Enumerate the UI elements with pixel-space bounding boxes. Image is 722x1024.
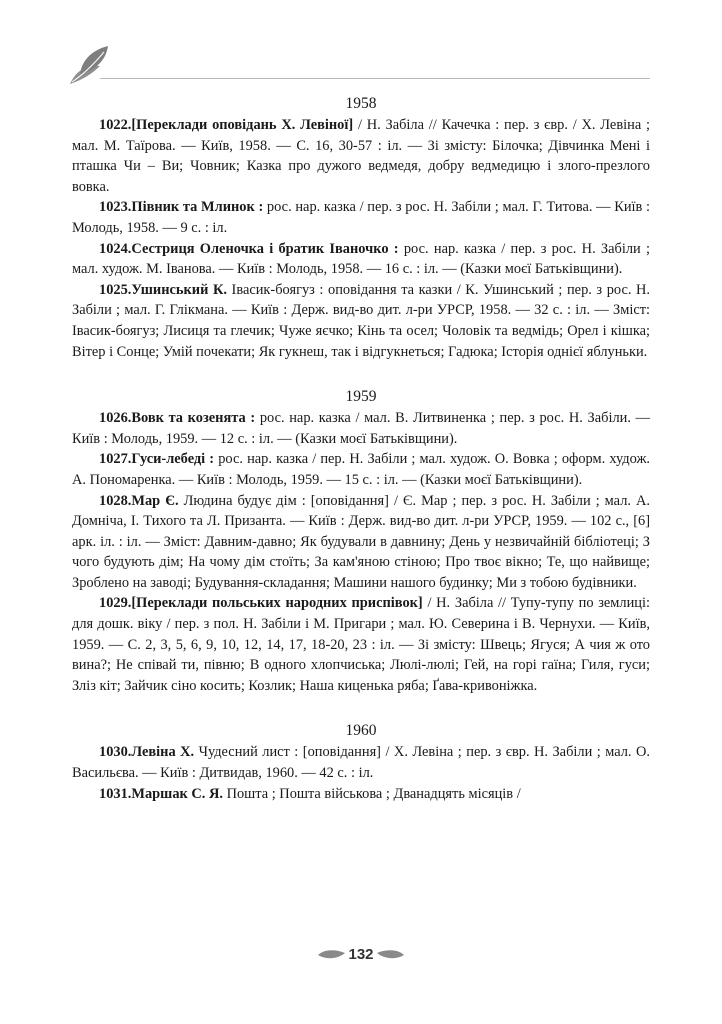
bibliography-entry: [72, 280, 650, 362]
entry-heading: Мар Є.: [131, 492, 179, 509]
entry-heading: Ушинський К.: [131, 281, 227, 298]
bibliography-entry: [72, 742, 650, 783]
entry-text: Івасик-боягуз : оповідання та казки / К. Ушинський ; пер. з рос. Н. Забіли ; мал. Г. Глікмана. — Київ : Держ. вид-во дит. л-ри УРСР, 1958. — 32 с. : іл. — Зміст: Івасик-боягуз; Лисиця та глечик; Чуже яєчко; Кінь та осел; Чоловік та ведмідь; Орел і кішка; Вітер і Сонце; Умій почекати; Як гукнеш, так і відгукнеться; Гадюка; Історія однієї яблуньки.: [72, 281, 650, 360]
year-heading: 1958: [345, 95, 377, 112]
entry-number: 1027.: [99, 451, 132, 468]
year-section: [72, 93, 650, 362]
entry-number: 1025.: [99, 281, 132, 298]
entry-heading: [Переклади оповідань Х. Левіної]: [131, 117, 354, 133]
entry-text: рос. нар. казка / пер. з рос. Н. Забіли ; мал. Г. Титова. — Київ : Молодь, 1958. — 9 с. : іл.: [72, 199, 650, 236]
entry-text: рос. нар. казка / пер. з рос. Н. Забіли ; мал. худож. М. Іванова. — Київ : Молодь, 1958. — 16 с. : іл. — (Казки моєї Батьківщини).: [72, 240, 650, 278]
entry-heading: Гуси-лебеді :: [131, 451, 215, 468]
year-heading: 1959: [345, 388, 377, 406]
bibliography-entry: [72, 449, 650, 490]
entry-heading: Сестриця Оленочка і братик Іваночко :: [131, 240, 399, 257]
entry-heading: Вовк та козенята :: [131, 410, 256, 427]
year-heading: 1960: [345, 722, 377, 740]
entry-number: 1026.: [99, 410, 132, 427]
entry-number: 1022.: [99, 117, 132, 133]
entry-text: Людина будує дім : [оповідання] / Є. Мар ; пер. з рос. Н. Забіли ; мал. А. Домніча, І. Тихого та Л. Призанта. — Київ : Держ. вид-во дит. л-ри УРСР, 1959. — 102 с., [6] арк. іл. : іл. — Зміст: Давним-давно; Як будували в давнину; День у незвичайній бібліотеці; З чого будують дім; На чому дім стоїть; За кам'яною стіною; Про твоє вікно; Те, що найвище; Зроблено на заводі; Будування-складання; Машини нашого будинку; Ми з тобою будівники.: [72, 492, 650, 591]
entry-number: 1028.: [99, 492, 132, 509]
bibliography-page: [72, 93, 650, 804]
entry-number: 1024.: [99, 240, 132, 257]
entry-number: 1031.: [99, 785, 132, 802]
entry-text: рос. нар. казка / пер. Н. Забіли ; мал. худож. О. Вовка ; оформ. худож. А. Пономаренка. — Київ : Молодь, 1959. — 15 с. : іл. — (Казки моєї Батьківщини).: [72, 451, 650, 488]
entry-text: Чудесний лист : [оповідання] / Х. Левіна ; пер. з євр. Н. Забіли ; мал. О. Васильєва. — Київ : Дитвидав, 1960. — 42 с. : іл.: [72, 744, 650, 782]
entry-text: / Н. Забіла // Тупу-тупу по землиці: для дошк. віку / пер. з пол. Н. Забіли і М. Пригари ; мал. Ю. Северина і В. Чернухи. — Київ, 1959. — С. 2, 3, 5, 6, 9, 10, 12, 14, 17, 18-20, 23 : іл. — Зі змісту: Швець; Ягуся; А чия ж ото вина?; Не співай ти, півню; В одного хлопчиська; Люлі-люлі; Гей, на горі гаїна; Гиля, гуси; Зліз кіт; Зайчик сіно косить; Козлик; Наша киценька ряба; Ґава-кривоніжка.: [72, 595, 650, 694]
bibliography-entry: [72, 239, 650, 280]
page-footer: [0, 944, 722, 970]
bibliography-entry: [72, 784, 650, 805]
entry-heading: Маршак С. Я.: [131, 785, 223, 802]
bibliography-entry: [72, 593, 650, 696]
bibliography-entry: [72, 115, 650, 197]
entry-number: 1023.: [99, 199, 132, 216]
entry-number: 1030.: [99, 744, 132, 761]
entry-heading: [Переклади польських народних приспівок]: [131, 595, 423, 612]
year-section: [72, 386, 650, 696]
entry-heading: Півник та Млинок :: [131, 199, 264, 216]
year-section: [72, 720, 650, 804]
entry-text: / Н. Забіла // Качечка : пер. з євр. / Х. Левіна ; мал. М. Таїрова. — Київ, 1958. — С. 16, 30-57 : іл. — Зі змісту: Білочка; Дівчинка Мені і пташка Чи – Ви; Човник; Казка про дужого ведмедя, добру ведмедицю і злого-презлого вовка.: [72, 117, 650, 195]
entry-text: рос. нар. казка / мал. В. Литвиненка ; пер. з рос. Н. Забіли. — Київ : Молодь, 1959. — 12 с. : іл. — (Казки моєї Батьківщини).: [72, 410, 650, 447]
entry-text: Пошта ; Пошта військова ; Дванадцять місяців /: [222, 785, 521, 802]
leaf-ornament-icon: [66, 44, 116, 88]
bibliography-entry: [72, 491, 650, 594]
entry-heading: Левіна Х.: [131, 744, 195, 761]
bibliography-entry: [72, 197, 650, 238]
header-rule: [100, 78, 650, 79]
bibliography-entry: [72, 408, 650, 449]
leaf-swash-icon: [376, 948, 406, 962]
page-number: 132: [348, 946, 374, 963]
entry-number: 1029.: [99, 595, 132, 612]
